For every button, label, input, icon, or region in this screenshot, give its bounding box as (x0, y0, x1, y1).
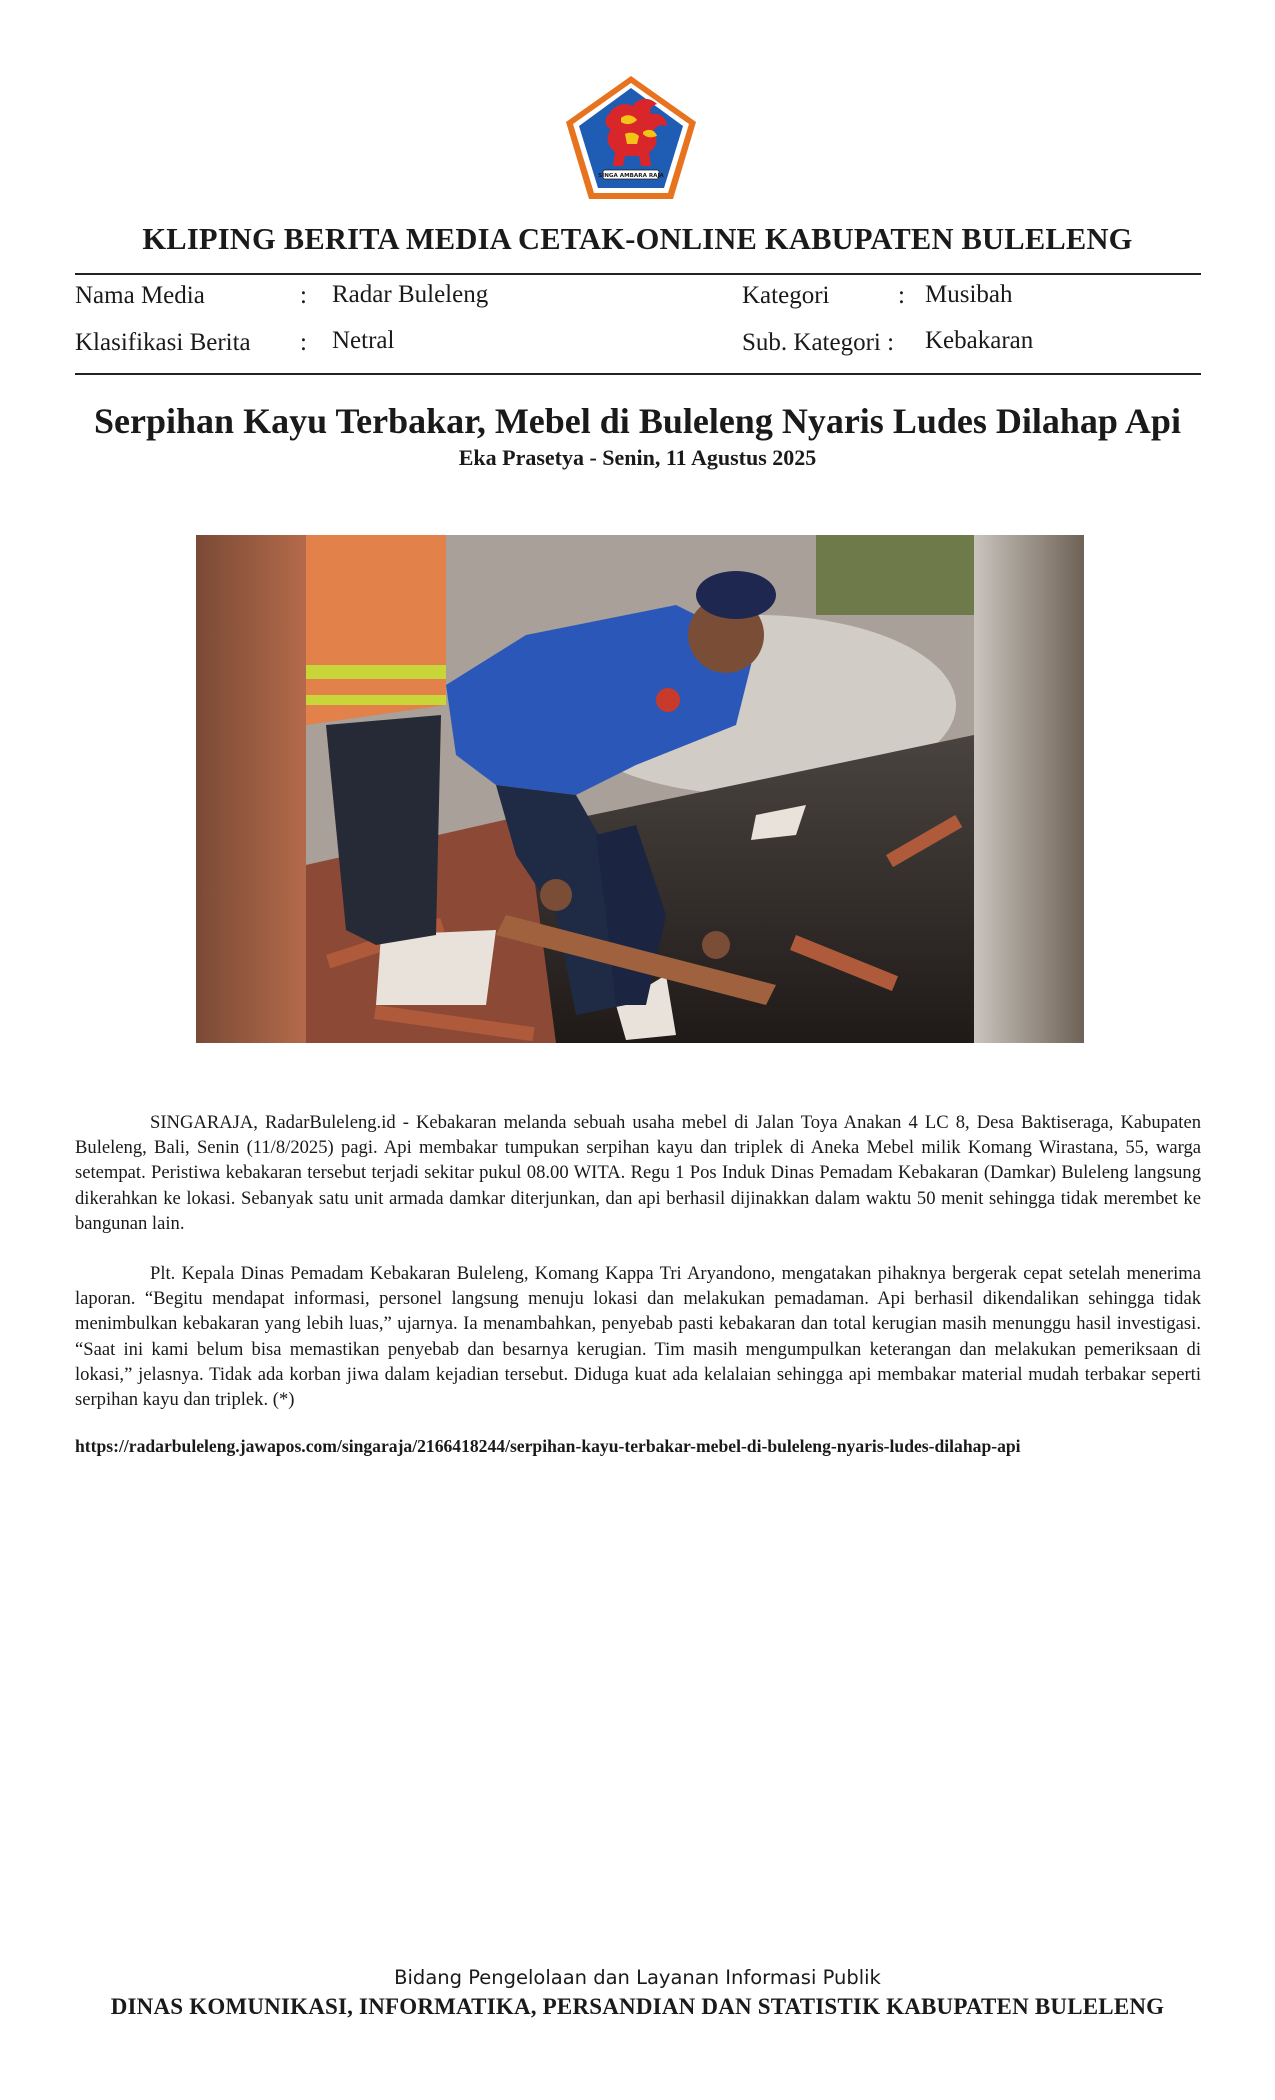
footer-department: Bidang Pengelolaan dan Layanan Informasi Publik (394, 1966, 881, 1989)
media-separator: : (300, 282, 307, 309)
source-url-link[interactable]: https://radarbuleleng.jawapos.com/singaraja/2166418244/serpihan-kayu-terbakar-mebel-di-buleleng-nyaris-ludes-dilahap-api (75, 1436, 1021, 1456)
sub-kategori-value: Kebakaran (925, 327, 1034, 354)
sub-kategori-label: Sub. Kategori : (742, 329, 895, 356)
klasifikasi-value: Netral (332, 327, 395, 354)
klasifikasi-label: Klasifikasi Berita (75, 329, 251, 356)
footer-agency: DINAS KOMUNIKASI, INFORMATIKA, PERSANDIAN DAN STATISTIK KABUPATEN BULELENG (110, 1994, 1165, 2019)
klasifikasi-separator: : (300, 329, 307, 356)
article-headline: Serpihan Kayu Terbakar, Mebel di Buleleng Nyaris Ludes Dilahap Api (94, 401, 1181, 441)
meta-divider (75, 373, 1201, 375)
article-paragraph-1: SINGARAJA, RadarBuleleng.id - Kebakaran melanda sebuah usaha mebel di Jalan Toya Anakan 4 LC 8, Desa Baktiseraga, Kabupaten Buleleng, Bali, Senin (11/8/2025) pagi. Api membakar tumpukan serpihan kayu dan triplek di Aneka Mebel milik Komang Wirastana, 55, warga setempat. Peristiwa kebakaran tersebut terjadi sekitar pukul 08.00 WITA. Regu 1 Pos Induk Dinas Pemadam Kebakaran (Damkar) Buleleng langsung dikerahkan ke lokasi. Sebanyak satu unit armada damkar diterjunkan, dan api berhasil dijinakkan dalam waktu 50 menit sehingga tidak merembet ke bangunan lain. (75, 1112, 1201, 1234)
kategori-separator: : (898, 282, 905, 309)
article-byline: Eka Prasetya - Senin, 11 Agustus 2025 (458, 445, 817, 470)
article-paragraph-2: Plt. Kepala Dinas Pemadam Kebakaran Buleleng, Komang Kappa Tri Aryandono, mengatakan pihaknya bergerak cepat setelah menerima laporan. “Begitu mendapat informasi, personel langsung menuju lokasi dan melakukan pemadaman. Api berhasil dikendalikan sehingga tidak menimbulkan kebakaran yang lebih luas,” ujarnya. Ia menambahkan, penyebab pasti kebakaran dan total kerugian masih menunggu hasil investigasi. “Saat ini kami belum bisa memastikan penyebab dan besarnya kerugian. Tim masih mengumpulkan keterangan dan melakukan pemeriksaan di lokasi,” jelasnya. Tidak ada korban jiwa dalam kejadian tersebut. Diduga kuat ada kelalaian sehingga api membakar material mudah terbakar seperti serpihan kayu dan triplek. (*) (75, 1263, 1201, 1411)
media-label: Nama Media (75, 282, 205, 309)
top-divider (75, 273, 1201, 275)
kabupaten-buleleng-crest-icon (563, 74, 699, 202)
logo-motto: SINGA AMBARA RAJA (598, 173, 664, 179)
firefighter-photo-icon (196, 535, 1084, 1043)
document-title: KLIPING BERITA MEDIA CETAK-ONLINE KABUPATEN BULELENG (142, 222, 1133, 256)
kategori-label: Kategori (742, 282, 830, 309)
kategori-value: Musibah (925, 281, 1013, 308)
media-value: Radar Buleleng (332, 281, 489, 308)
